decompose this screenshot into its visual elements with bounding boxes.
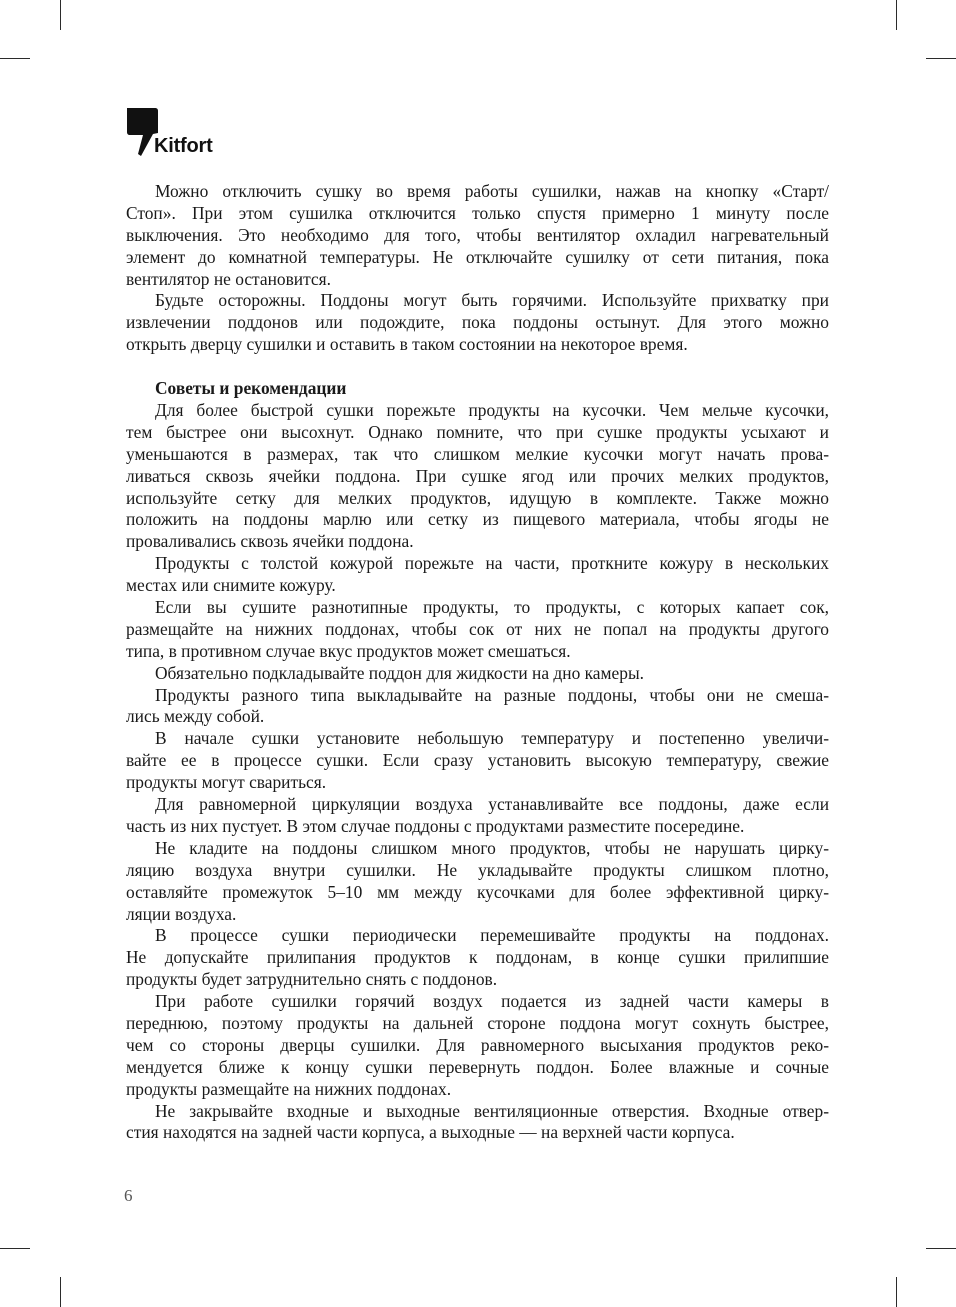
text-line: ливаться сквозь ячейки поддона. При сушке ягод или прочих мелких продуктов, (126, 465, 829, 486)
paragraph (126, 728, 829, 794)
text-line: открыть дверцу сушилки и оставить в таком состоянии на некоторое время. (126, 334, 688, 355)
crop-mark (0, 58, 30, 59)
text-line: элемент до комнатной температуры. Не отключайте сушилку от сети питания, пока (126, 246, 829, 267)
crop-mark (0, 1248, 30, 1249)
page-number: 6 (124, 1186, 133, 1205)
paragraph (126, 553, 829, 597)
paragraph (126, 663, 829, 685)
paragraph (126, 400, 829, 553)
paragraph (126, 838, 829, 926)
text-line: Для более быстрой сушки порежьте продукты на кусочки. Чем мельче кусочки, (155, 400, 829, 421)
text-line: продукты могут свариться. (126, 772, 327, 793)
paragraph (126, 597, 829, 663)
text-line: Не кладите на поддоны слишком много продуктов, чтобы не нарушать цирку- (155, 837, 829, 858)
text-line: выключения. Это необходимо для того, чтобы вентилятор охладил нагревательный (126, 224, 829, 245)
text-line: вентилятор не остановится. (126, 268, 331, 289)
text-line: Можно отключить сушку во время работы сушилки, нажав на кнопку «Старт/ (155, 181, 829, 201)
text-line: В начале сушки установите небольшую температуру и постепенно увеличи- (155, 728, 829, 749)
crop-mark (60, 0, 61, 30)
text-line: размещайте на нижних поддонах, чтобы сок от них не попал на продукты другого (126, 618, 829, 639)
document-body (126, 181, 829, 1144)
crop-mark (926, 1248, 956, 1249)
text-line: ляции воздуха. (126, 903, 237, 924)
crop-mark (896, 0, 897, 30)
paragraph (126, 290, 829, 356)
text-line: продукты будет затруднительно снять с поддонов. (126, 969, 498, 990)
paragraph (126, 1101, 829, 1145)
text-line: местах или снимите кожуру. (126, 575, 336, 596)
paragraph (126, 181, 829, 290)
intro-section (126, 181, 829, 356)
paragraph (126, 991, 829, 1100)
brand-name: Kitfort (154, 135, 213, 157)
text-line: чем со стороны дверцы сушилки. Для равномерного высыхания продуктов реко- (126, 1034, 829, 1055)
text-line: Будьте осторожны. Поддоны могут быть горячими. Используйте прихватку при (155, 290, 829, 311)
text-line: стия находятся на задней части корпуса, а выходные — на верхней части корпуса. (126, 1122, 735, 1143)
text-line: Продукты разного типа выкладывайте на разные поддоны, чтобы они не смеша- (155, 684, 829, 705)
text-line: оставляйте промежуток 5–10 мм между кусочками для более эффективной цирку- (126, 881, 829, 902)
text-line: При работе сушилки горячий воздух подается из задней части камеры в (155, 991, 829, 1012)
text-line: Не допускайте прилипания продуктов к поддонам, в конце сушки прилипшие (126, 947, 829, 968)
text-line: продукты размещайте на нижних поддонах. (126, 1078, 452, 1099)
text-line: используйте сетку для мелких продуктов, идущую в комплекте. Также можно (126, 487, 829, 508)
text-line: часть из них пустует. В этом случае поддоны с продуктами разместите посередине. (126, 815, 745, 836)
text-line: типа, в противном случае вкус продуктов может смешаться. (126, 640, 571, 661)
text-line: Продукты с толстой кожурой порежьте на части, проткните кожуру в нескольких (155, 553, 829, 574)
text-line: проваливались сквозь ячейки поддона. (126, 531, 414, 552)
text-line: положить на поддоны марлю или сетку из пищевого материала, чтобы ягоды не (126, 509, 829, 530)
paragraph (126, 925, 829, 991)
text-line: Не закрывайте входные и выходные вентиляционные отверстия. Входные отвер- (155, 1100, 829, 1121)
text-line: ляцию воздуха внутри сушилки. Не укладывайте продукты слишком плотно, (126, 859, 829, 880)
tips-section (126, 400, 829, 1144)
text-line: переднюю, поэтому продукты на дальней стороне поддона могут сохнуть быстрее, (126, 1012, 829, 1033)
text-line: В процессе сушки периодически перемешивайте продукты на поддонах. (155, 925, 829, 946)
text-line: Для равномерной циркуляции воздуха устанавливайте все поддоны, даже если (155, 794, 829, 815)
crop-mark (60, 1277, 61, 1307)
section-heading: Советы и рекомендации (155, 378, 347, 399)
text-line: лись между собой. (126, 706, 265, 727)
text-line: Если вы сушите разнотипные продукты, то продукты, с которых капает сок, (155, 597, 829, 618)
kitfort-logo (125, 107, 235, 159)
crop-mark (896, 1277, 897, 1307)
text-line: вайте ее в процессе сушки. Если сразу установить высокую температуру, свежие (126, 750, 829, 771)
text-line: Обязательно подкладывайте поддон для жидкости на дно камеры. (155, 662, 644, 683)
text-line: уменьшаются в размерах, так что слишком мелкие кусочки могут начать прова- (126, 443, 829, 464)
paragraph (126, 685, 829, 729)
crop-mark (926, 58, 956, 59)
text-line: тем быстрее они высохнут. Однако помните, что при сушке продукты усыхают и (126, 421, 829, 442)
text-line: Стоп». При этом сушилка отключится только спустя примерно 1 минуту после (126, 202, 829, 223)
paragraph (126, 794, 829, 838)
text-line: мендуется ближе к концу сушки перевернуть поддон. Более влажные и сочные (126, 1056, 829, 1077)
text-line: извлечении поддонов или подождите, пока поддоны остынут. Для этого можно (126, 312, 829, 333)
